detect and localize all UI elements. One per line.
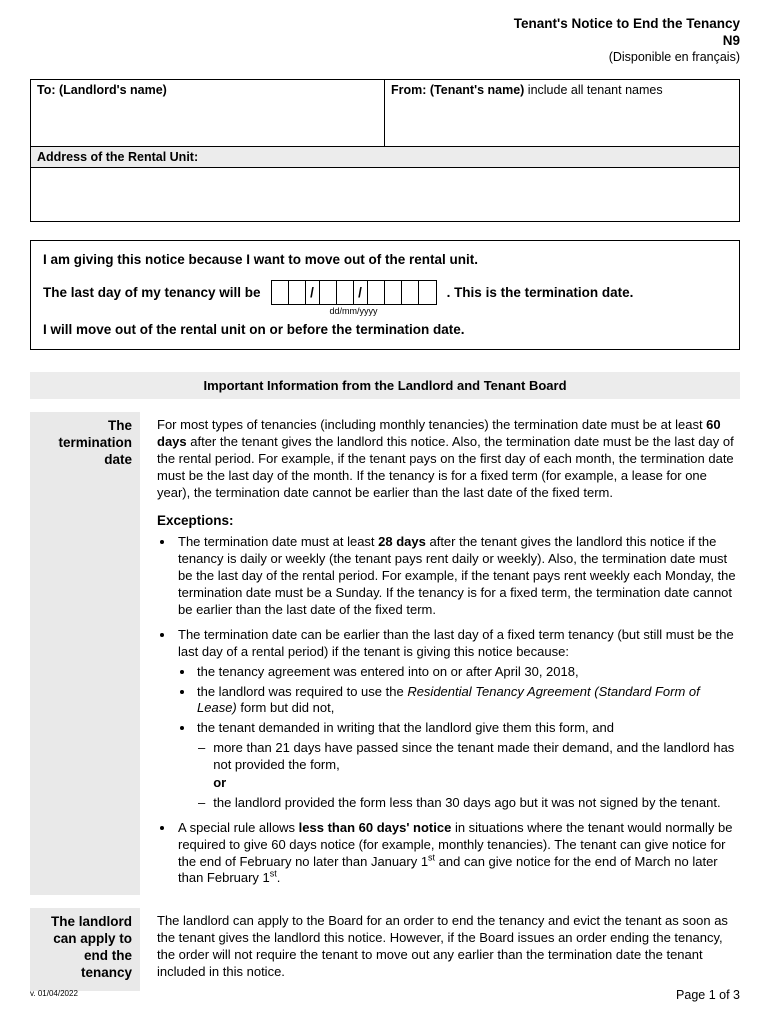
notice-statement-box [30, 240, 740, 350]
date-day-cell-1[interactable] [272, 281, 289, 304]
notice-line2-prefix: The last day of my tenancy will be [43, 285, 261, 301]
condition-tenant-demand: • the tenant demanded in writing that the landlord give them this form, and – more than 21 days have passed since the tenant made their demand, and the landlord has not provided the form, or – the landlord provided the form less than 30 days ago but it was not signed by the tenant. [195, 720, 740, 811]
notice-line2-suffix: . This is the termination date. [446, 285, 634, 301]
date-slash-1: / [306, 281, 320, 304]
condition-standard-lease: • the landlord was required to use the Residential Tenancy Agreement (Standard Form of Lease) form but did not, [195, 684, 740, 718]
date-cells [271, 280, 437, 305]
exception-bullet-special-rule: • A special rule allows less than 60 days' notice in situations where the tenant would normally be required to give 60 days notice (for example, monthly tenancies). The tenant can give notice for the end of February no later than January 1st and can give notice for the end of March no later than February 1st. [175, 820, 740, 888]
footer-page-number: Page 1 of 3 [676, 988, 740, 1002]
date-year-cell-4[interactable] [419, 281, 436, 304]
landlord-apply-section [30, 908, 740, 991]
date-year-cell-1[interactable] [368, 281, 385, 304]
date-slash-2: / [354, 281, 368, 304]
date-year-cell-3[interactable] [402, 281, 419, 304]
termination-date-content [157, 412, 740, 895]
date-format-caption: dd/mm/yyyy [329, 306, 378, 317]
or-label: or [213, 774, 227, 790]
to-landlord-label: To: (Landlord's name) [31, 80, 385, 100]
termination-paragraph: For most types of tenancies (including monthly tenancies) the termination date must be at least 60 days after the tenant gives the landlord this notice. Also, the termination date must be the last day of the rental period. For example, if the tenant pays on the first day of each month, the termination date must be the last day of the month. If the tenancy is for a fixed term (for example, a lease for one year), the termination date cannot be earlier than the last date of the fixed term. [157, 417, 734, 500]
form-number: N9 [722, 32, 740, 48]
exception-bullet-28-days: • The termination date must at least 28 days after the tenant gives the landlord this notice if the tenancy is daily or weekly (the tenant pays rent daily or weekly). Also, the termination date must be the last day of the rental period. For example, if the tenant pays rent weekly each Monday, the termination date must be a Sunday. If the tenancy is for a fixed term, the termination date cannot be earlier than the last date of the fixed term. [175, 534, 740, 618]
notice-line1: I am giving this notice because I want to move out of the rental unit. [43, 252, 479, 268]
form-header [30, 16, 740, 65]
termination-date-section [30, 412, 740, 895]
landlord-name-input[interactable] [31, 100, 385, 146]
rental-unit-address-input[interactable] [31, 167, 739, 221]
rental-unit-address-label: Address of the Rental Unit: [31, 146, 739, 167]
form-subtitle-french: (Disponible en français) [608, 49, 740, 64]
landlord-apply-paragraph: The landlord can apply to the Board for an order to end the tenancy and evict the tenant as soon as the tenant gives the landlord this notice. However, if the Board issues an order ending the tenancy, the order will not require the tenant to move out any earlier than the termination date the tenant included in this notice. [157, 913, 728, 979]
from-tenant-label: From: (Tenant's name) include all tenant names [391, 83, 663, 98]
termination-date-field[interactable] [271, 280, 437, 317]
date-day-cell-2[interactable] [289, 281, 306, 304]
parties-label-row [31, 80, 739, 100]
form-title: Tenant's Notice to End the Tenancy [513, 16, 740, 31]
condition-agreement-date: • the tenancy agreement was entered into on or after April 30, 2018, [195, 664, 740, 681]
fixed-term-conditions-list [178, 664, 740, 812]
parties-input-row [31, 100, 739, 146]
date-month-cell-1[interactable] [320, 281, 337, 304]
important-information-header: Important Information from the Landlord and Tenant Board [30, 372, 740, 399]
dash-item-21-days: – more than 21 days have passed since the tenant made their demand, and the landlord has not provided the form, or [198, 740, 740, 792]
date-year-cell-2[interactable] [385, 281, 402, 304]
exceptions-list [157, 534, 740, 887]
sidebar-label-termination-date: The termination date [30, 412, 140, 895]
notice-line3: I will move out of the rental unit on or before the termination date. [43, 322, 465, 338]
parties-table [30, 79, 740, 222]
exception-bullet-fixed-term: • The termination date can be earlier than the last day of a fixed term tenancy (but still must be the last day of a rental period) if the tenant is giving this notice because: • the tenancy agreement was entered into on or after April 30, 2018, • the landlord was required to use the Residential Tenancy Agreement (Standard Form of Lease) form but did not, • the tenant demanded in writing that the landlord give them this form, and – more than 21 days have passed since the tenant made their demand, and the landlord has not provided the form, or – the landlord provided the form less than 30 days ago but it was not signed by the tenant. [175, 627, 740, 812]
date-month-cell-2[interactable] [337, 281, 354, 304]
dash-item-30-days: – the landlord provided the form less than 30 days ago but it was not signed by the tenant. [198, 795, 740, 812]
footer-version: v. 01/04/2022 [30, 989, 78, 998]
tenant-name-input[interactable] [385, 100, 739, 146]
exceptions-heading: Exceptions: [157, 512, 234, 528]
sidebar-label-landlord-apply: The landlord can apply to end the tenancy [30, 908, 140, 991]
landlord-apply-content [157, 908, 740, 991]
notice-line2 [43, 280, 727, 317]
